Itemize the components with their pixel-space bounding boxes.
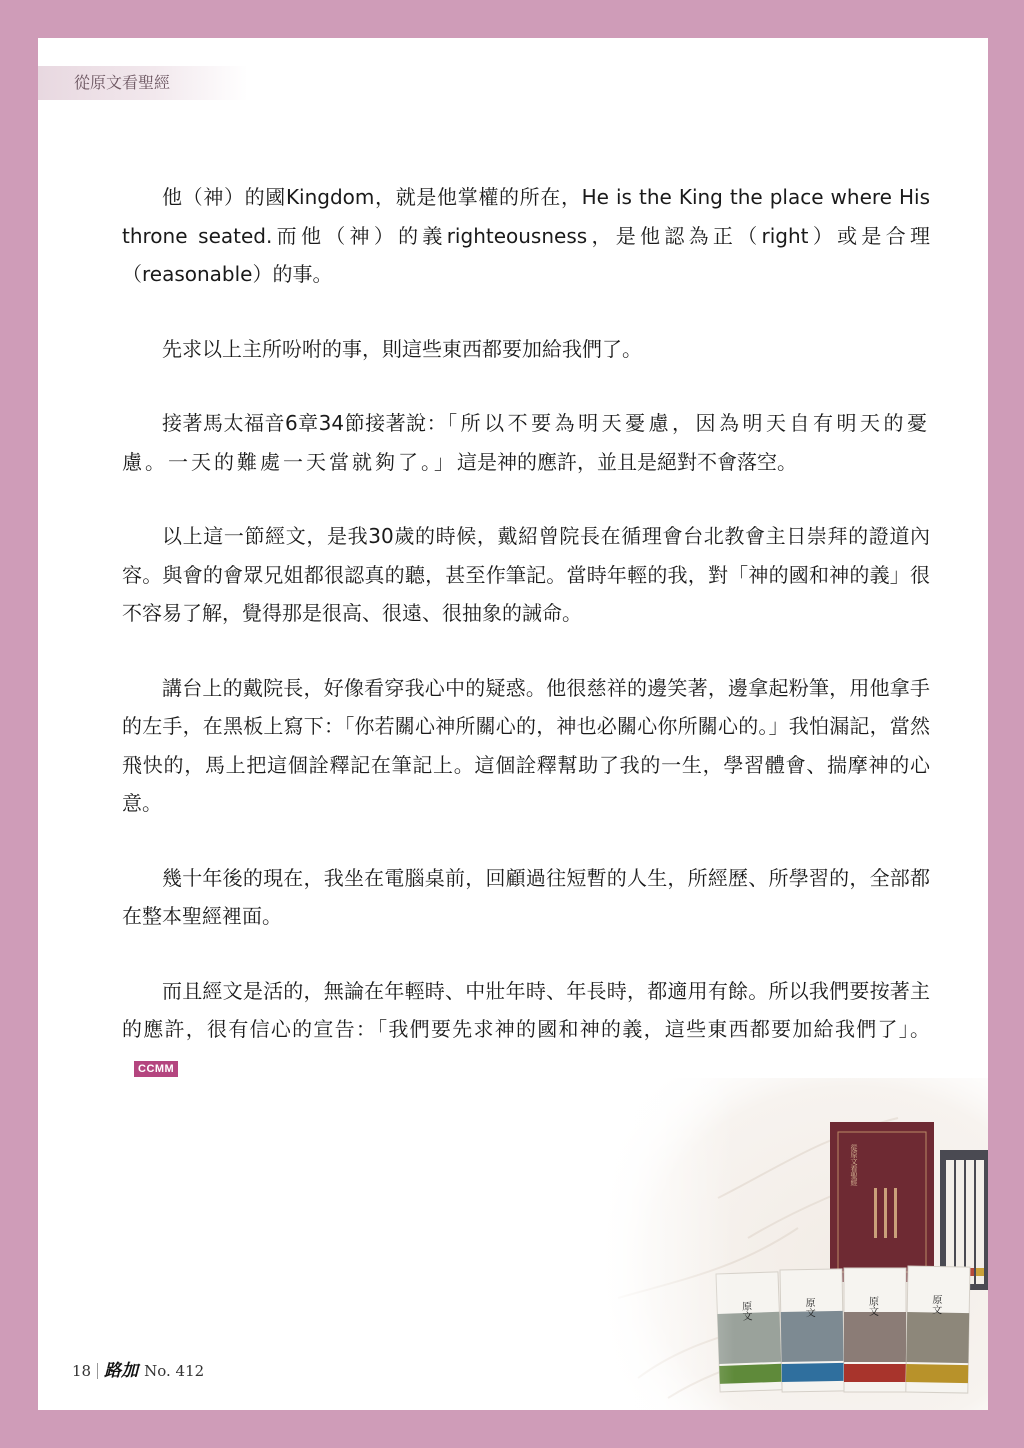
footer-divider bbox=[97, 1363, 98, 1379]
magazine-page bbox=[38, 38, 988, 1410]
paragraph-5: 講台上的戴院長，好像看穿我心中的疑惑。他很慈祥的邊笑著，邊拿起粉筆，用他拿手的左手，在黑板上寫下：「你若關心神所關心的，神也必關心你所關心的。」我怕漏記，當然飛快的，馬上把這個詮釋記在筆記上。這個詮釋幫助了我的一生，學習體會、揣摩神的心意。 bbox=[122, 675, 930, 815]
paragraph-3-tail: 這是神的應許，並且是絕對不會落空。 bbox=[457, 449, 797, 474]
paragraph-3 bbox=[122, 404, 930, 481]
paragraph-4: 以上這一節經文，是我30歲的時候，戴紹曾院長在循理會台北教會主日崇拜的證道內容。與會的會眾兄姐都很認真的聽，甚至作筆記。當時年輕的我，對「神的國和神的義」很不容易了解，覺得那是很高、很遠、很抽象的誡命。 bbox=[122, 524, 930, 625]
paragraph-7-text: 而且經文是活的，無論在年輕時、中壯年時、年長時，都適用有餘。所以我們要按著主的應許，很有信心的宣告：「我們要先求神的國和神的義，這些東西都要加給我們了」。 bbox=[122, 978, 930, 1041]
photo-fade bbox=[598, 1078, 988, 1410]
scripture-quote: 「所以不要為明天憂慮，因為明天自有明天的憂慮。一天的難處一天當就夠了。」 bbox=[122, 411, 930, 474]
page-footer bbox=[72, 1358, 204, 1384]
issue-number: No. 412 bbox=[144, 1362, 205, 1380]
book-set-photo bbox=[598, 1078, 988, 1410]
page-number: 18 bbox=[72, 1362, 92, 1380]
paragraph-6: 幾十年後的現在，我坐在電腦桌前，回顧過往短暫的人生，所經歷、所學習的，全部都在整本聖經裡面。 bbox=[122, 865, 930, 928]
magazine-logo: 路加 bbox=[104, 1361, 139, 1381]
paragraph-7 bbox=[122, 972, 930, 1088]
section-label: 從原文看聖經 bbox=[38, 66, 248, 100]
article-body bbox=[122, 178, 930, 1123]
paragraph-3-lead: 接著馬太福音6章34節接著說： bbox=[162, 411, 448, 435]
ccmm-end-badge: CCMM bbox=[134, 1061, 178, 1077]
paragraph-2: 先求以上主所吩咐的事，則這些東西都要加給我們了。 bbox=[162, 336, 642, 361]
paragraph-1: 他（神）的國Kingdom，就是他掌權的所在，He is the King the place where His throne seated.而他（神）的義righteousness，是他認為正（right）或是合理（reasonable）的事。 bbox=[122, 185, 930, 286]
